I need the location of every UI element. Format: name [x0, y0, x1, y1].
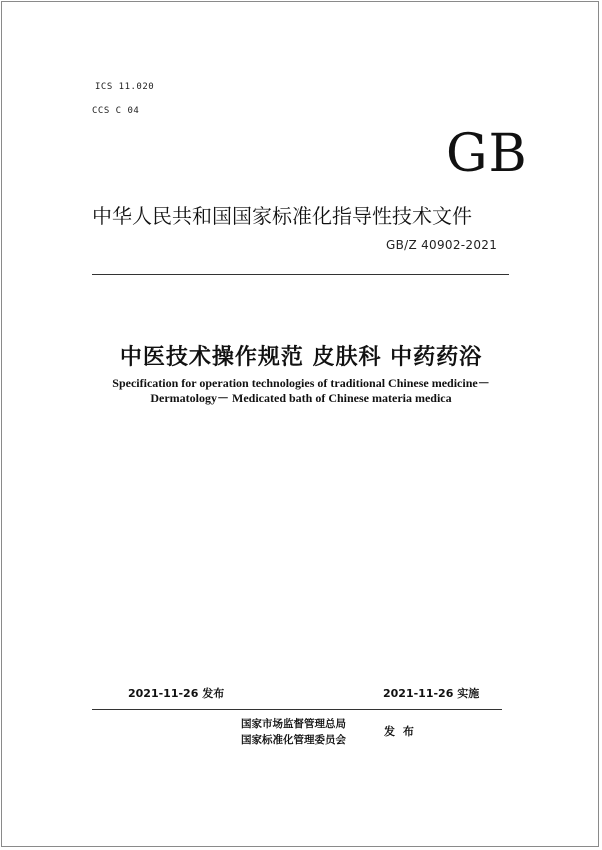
standard-number: GB/Z 40902-2021	[386, 238, 498, 252]
issued-label: 发 布	[384, 725, 416, 738]
header-divider	[92, 274, 509, 275]
english-title-line2: Dermatology－ Medicated bath of Chinese materia medica	[150, 391, 452, 405]
chinese-title: 中医技术操作规范 皮肤科 中药药浴	[119, 344, 483, 370]
issuer-line2: 国家标准化管理委员会	[241, 734, 346, 746]
issue-date: 2021-11-26 发布	[128, 687, 225, 700]
footer-divider	[92, 709, 502, 710]
ccs-code: CCS C 04	[92, 106, 140, 116]
implementation-date: 2021-11-26 实施	[383, 687, 480, 700]
english-title-line1: Specification for operation technologies of traditional Chinese medicine－	[112, 376, 490, 390]
issuer-line1: 国家市场监督管理总局	[241, 718, 346, 730]
document-category: 中华人民共和国国家标准化指导性技术文件	[92, 204, 472, 228]
gb-logo: GB	[446, 124, 528, 184]
ics-code: ICS 11.020	[95, 82, 155, 92]
